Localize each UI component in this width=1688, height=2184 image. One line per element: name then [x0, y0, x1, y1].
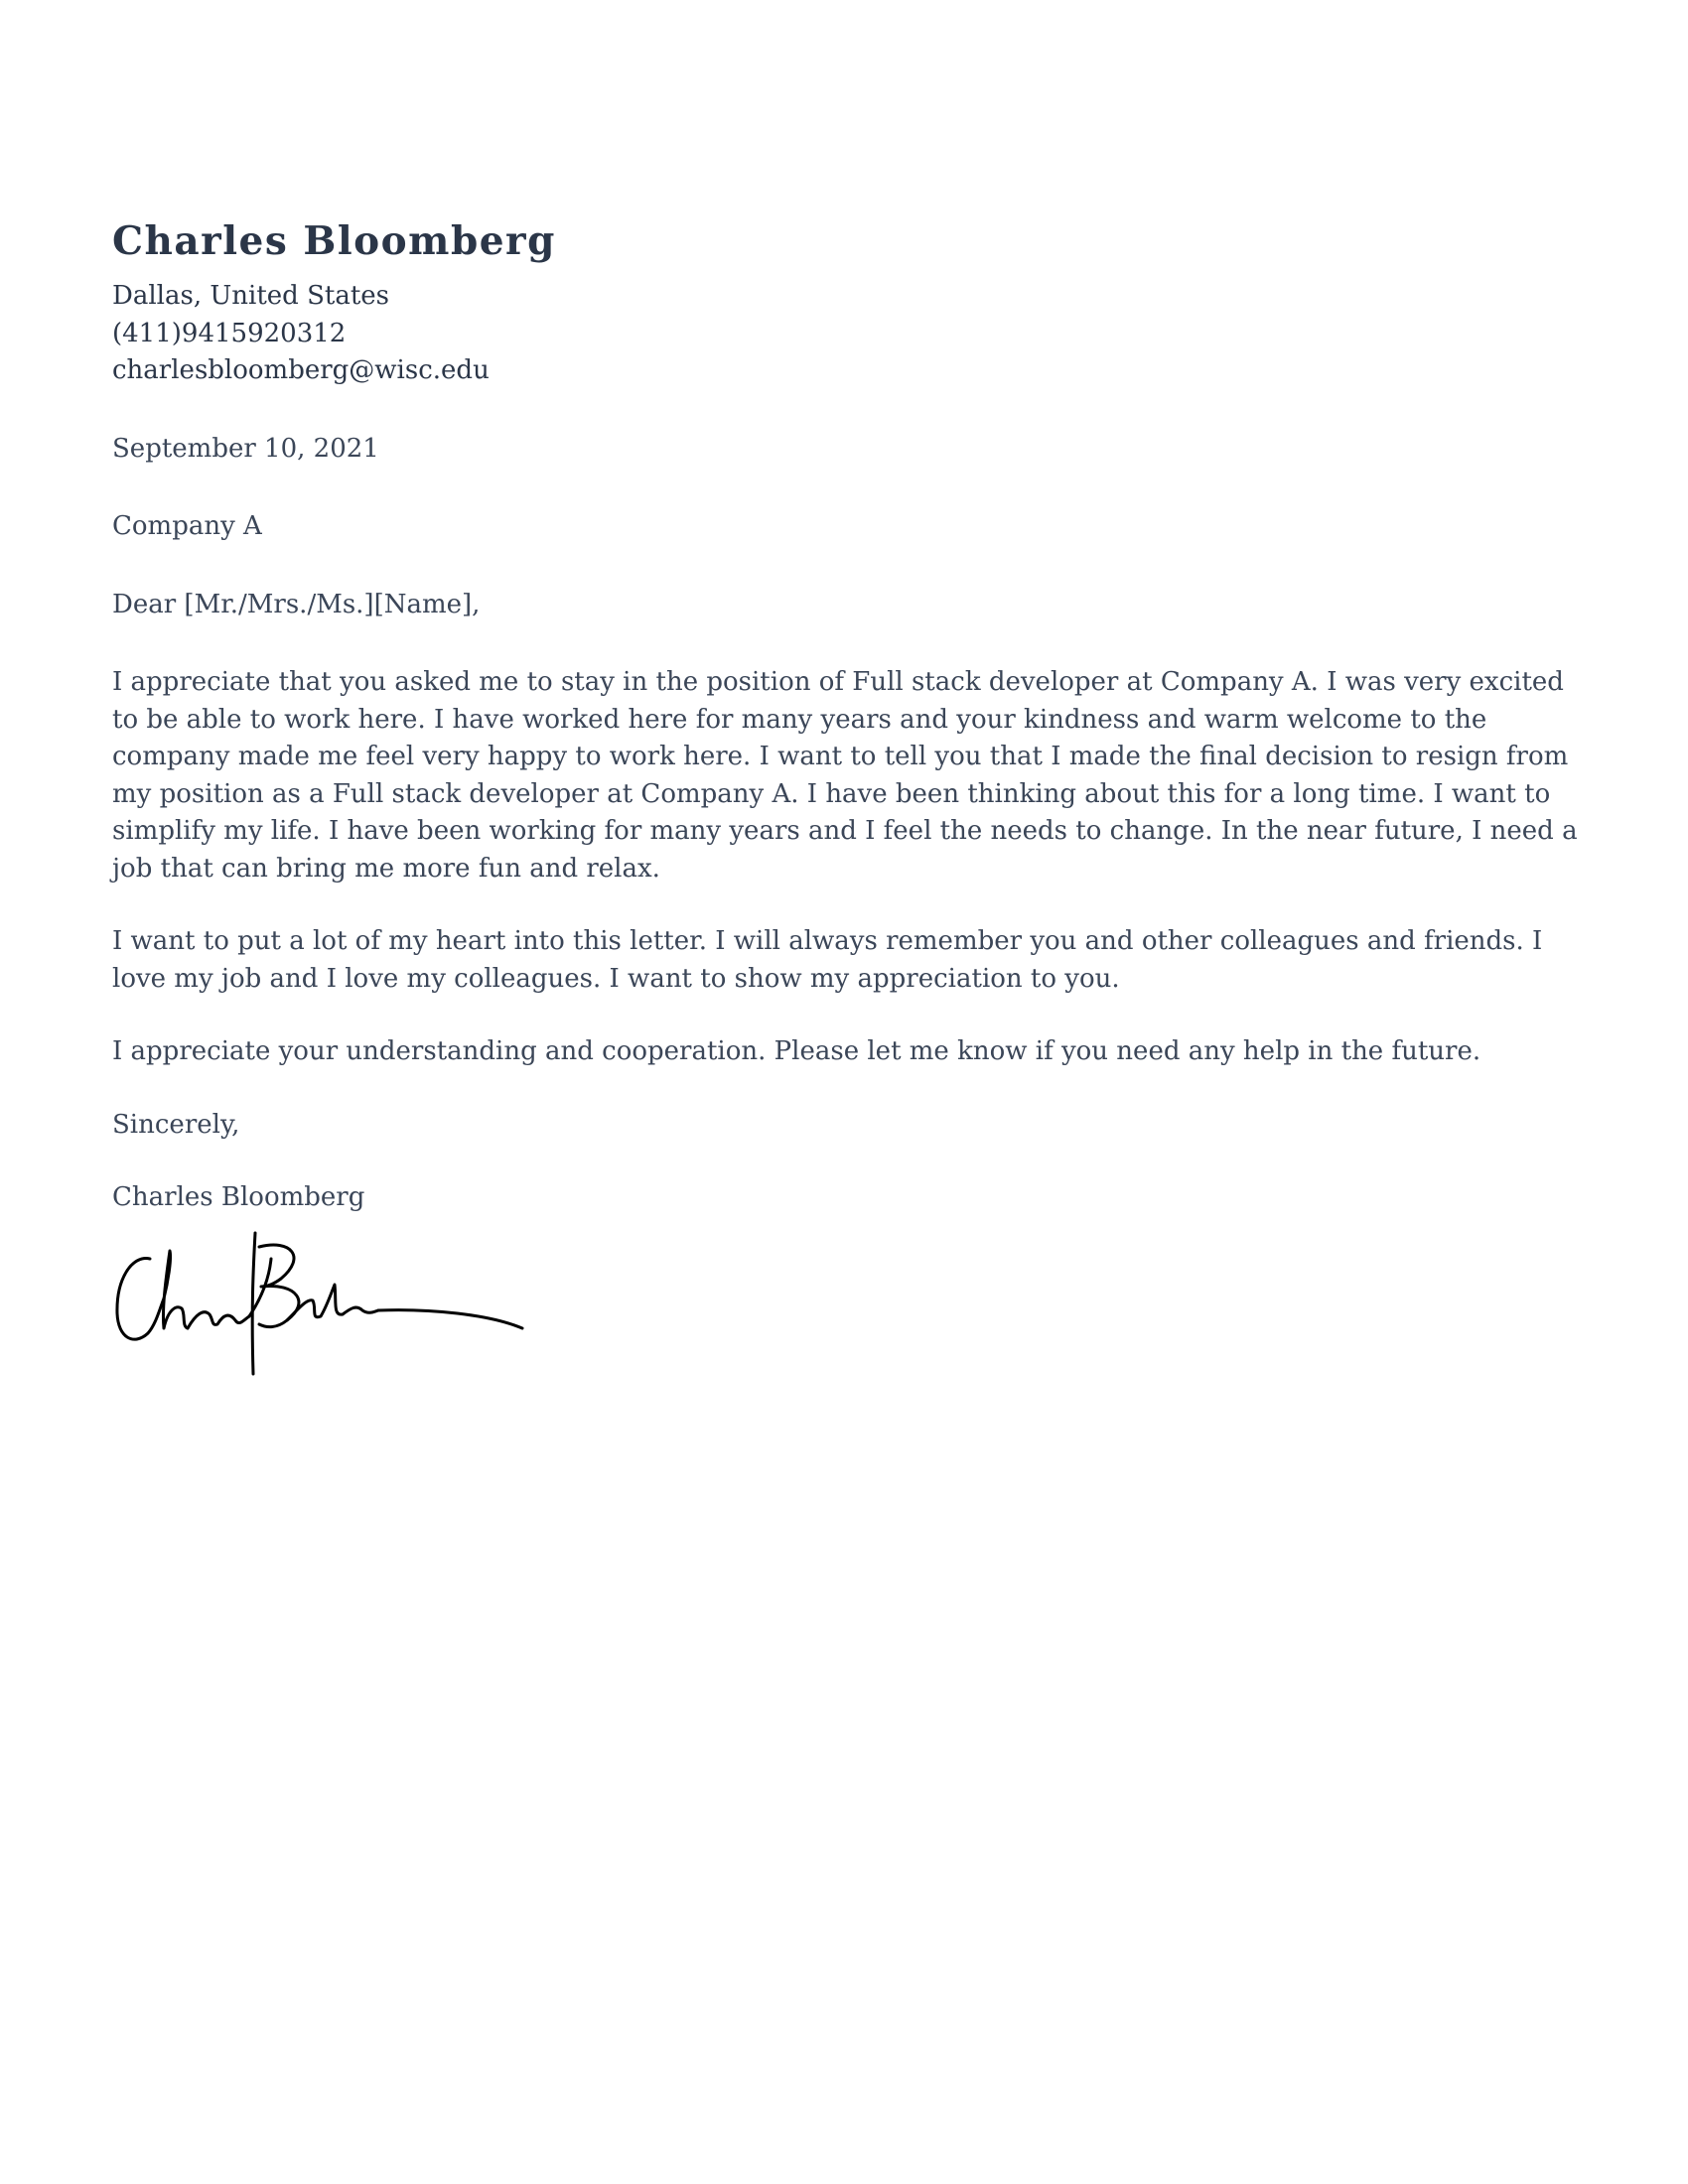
letter-page [112, 216, 1582, 1378]
signer-name: Charles Bloomberg [112, 1182, 365, 1212]
body-paragraph-3: I appreciate your understanding and cooperation. Please let me know if you need any help in the future. [112, 1036, 1481, 1066]
closing: Sincerely, [112, 1109, 240, 1140]
sender-phone: (411)9415920312 [112, 318, 347, 348]
sender-email: charlesbloomberg@wisc.edu [112, 355, 490, 385]
handwritten-signature [112, 1229, 529, 1378]
body-paragraph-2: I want to put a lot of my heart into this letter. I will always remember you and other colleagues and friends. I love my job and I love my colleagues. I want to show my appreciation to you. [112, 926, 1543, 994]
sender-location: Dallas, United States [112, 281, 390, 311]
sender-name: Charles Bloomberg [112, 218, 556, 264]
salutation: Dear [Mr./Mrs./Ms.][Name], [112, 589, 481, 619]
body-paragraph-1: I appreciate that you asked me to stay in the position of Full stack developer at Company A. I was very excited to be able to work here. I have worked here for many years and your kindness and warm welcome to the company made me feel very happy to work here. I want to tell you that I made the final decision to resign from my position as a Full stack developer at Company A. I have been thinking about this for a long time. I want to simplify my life. I have been working for many years and I feel the needs to change. In the near future, I need a job that can bring me more fun and relax. [112, 667, 1578, 884]
letter-date: September 10, 2021 [112, 433, 379, 464]
recipient-company: Company A [112, 511, 262, 541]
